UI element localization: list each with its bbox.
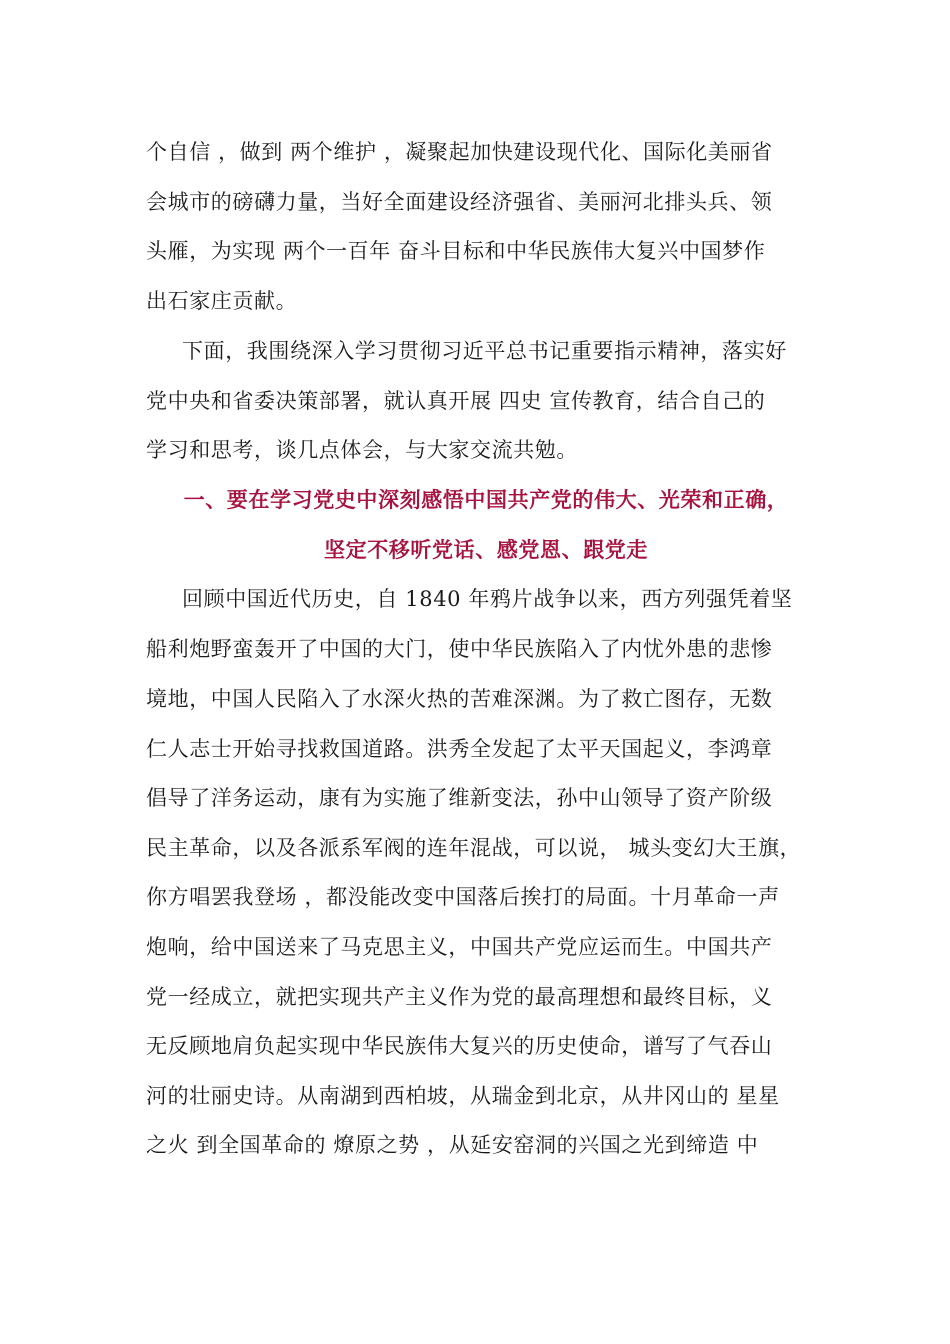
paragraph-line: 下面，我围绕深入学习贯彻习近平总书记重要指示精神，落实好 <box>182 339 787 363</box>
body-line: 无反顾地肩负起实现中华民族伟大复兴的历史使命，谱写了气吞山 <box>146 1034 773 1058</box>
body-line: 河的壮丽史诗。从南湖到西柏坡，从瑞金到北京，从井冈山的 星星 <box>146 1084 780 1108</box>
paragraph-line: 学习和思考，谈几点体会，与大家交流共勉。 <box>146 438 578 462</box>
intro-line: 出石家庄贡献。 <box>146 289 298 313</box>
body-line: 炮响，给中国送来了马克思主义，中国共产党应运而生。中国共产 <box>146 935 773 959</box>
body-line: 船利炮野蛮轰开了中国的大门，使中华民族陷入了内忧外患的悲惨 <box>146 637 773 661</box>
body-line: 境地，中国人民陷入了水深火热的苦难深渊。为了救亡图存，无数 <box>146 687 773 711</box>
section-heading: 一、要在学习党史中深刻感悟中国共产党的伟大、光荣和正确， <box>183 488 789 512</box>
body-line: 你方唱罢我登场 ，都没能改变中国落后挨打的局面。十月革命一声 <box>146 885 780 909</box>
body-line: 之火 到全国革命的 燎原之势 ，从延安窑洞的兴国之光到缔造 中 <box>146 1133 759 1157</box>
body-line: 仁人志士开始寻找救国道路。洪秀全发起了太平天国起义，李鸿章 <box>146 737 773 761</box>
section-heading: 坚定不移听党话、感党恩、跟党走 <box>324 538 648 562</box>
body-line: 民主革命，以及各派系军阀的连年混战，可以说， 城头变幻大王旗， <box>146 836 802 860</box>
body-line: 倡导了洋务运动，康有为实施了维新变法，孙中山领导了资产阶级 <box>146 786 773 810</box>
body-line: 党一经成立，就把实现共产主义作为党的最高理想和最终目标，义 <box>146 985 773 1009</box>
paragraph-line: 党中央和省委决策部署，就认真开展 四史 宣传教育，结合自己的 <box>146 389 766 413</box>
body-line: 回顾中国近代历史，自 1840 年鸦片战争以来，西方列强凭着坚 <box>182 587 793 611</box>
intro-line: 个自信 ，做到 两个维护 ，凝聚起加快建设现代化、国际化美丽省 <box>146 140 773 164</box>
intro-line: 头雁，为实现 两个一百年 奋斗目标和中华民族伟大复兴中国梦作 <box>146 239 766 263</box>
intro-line: 会城市的磅礴力量，当好全面建设经济强省、美丽河北排头兵、领 <box>146 190 773 214</box>
